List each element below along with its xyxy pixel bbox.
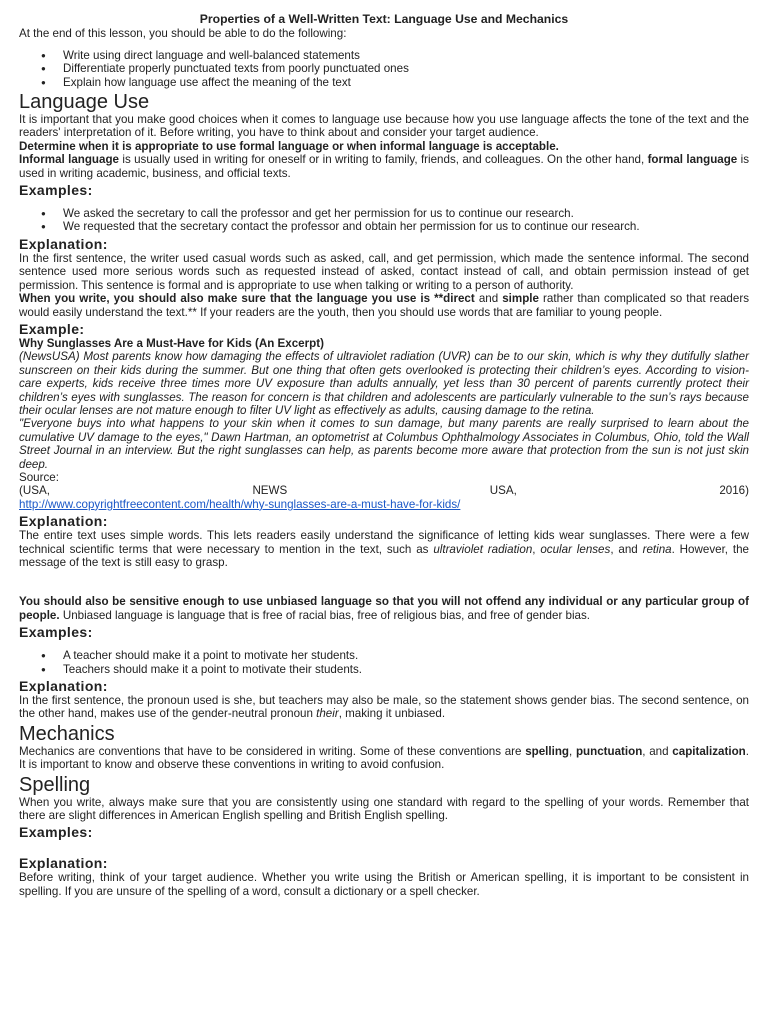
direct-and: and <box>474 292 503 306</box>
explanation-paragraph <box>19 529 749 569</box>
excerpt-paragraph-2: "Everyone buys into what happens to your skin when it comes to sun damage, but many parents are really surprised to learn about the cumulative UV damage to the eyes," Dawn Hartman, an optometrist at Columbus Ophthalmology Associates in Columbus, Ohio, told the Wall Street Journal in an interview. But the right sunglasses can help, as parents become more aware that protection from the sun is not just skin deep. <box>19 417 749 471</box>
informal-term: Informal language <box>19 153 119 167</box>
unbiased-bold: You should also be sensitive enough to use unbiased language so that you will not offend any individual or any particular group of people. <box>19 595 749 622</box>
document-title: Properties of a Well-Written Text: Language Use and Mechanics <box>199 12 569 26</box>
objectives-list <box>19 49 749 89</box>
spacer <box>19 569 749 595</box>
source-part: (USA, <box>19 484 50 498</box>
informal-formal-paragraph <box>19 153 749 180</box>
separator: , <box>532 542 541 556</box>
source-citation <box>19 484 749 497</box>
examples-heading: Examples: <box>19 624 93 641</box>
list-item: ● We asked the secretary to call the professor and get her permission for us to continue our research. <box>63 207 749 220</box>
list-item: ● Explain how language use affect the meaning of the text <box>63 76 749 89</box>
examples-list <box>19 649 749 676</box>
spacer <box>19 840 749 853</box>
separator: , and <box>642 744 673 758</box>
separator: , <box>569 744 576 758</box>
explanation-text: . However, the message of the text is still easy to grasp. <box>19 542 749 569</box>
mechanics-paragraph <box>19 745 749 772</box>
informal-text: is usually used in writing for oneself or in writing to family, friends, and colleagues. On the other hand, <box>119 153 648 167</box>
mechanics-text: . It is important to know and observe these conventions in writing to avoid confusion. <box>19 744 749 772</box>
explanation-heading: Explanation: <box>19 855 108 872</box>
explanation-heading: Explanation: <box>19 678 108 695</box>
source-label: Source: <box>19 470 59 484</box>
unbiased-language-paragraph <box>19 595 749 622</box>
direct-language-paragraph <box>19 292 749 319</box>
excerpt-title: Why Sunglasses Are a Must-Have for Kids (An Excerpt) <box>19 336 324 350</box>
list-item: ● Teachers should make it a point to motivate their students. <box>63 663 749 676</box>
source-part: NEWS <box>252 484 288 498</box>
direct-bold: When you write, you should also make sure that the language you use is **direct <box>19 292 475 306</box>
source-link[interactable]: http://www.copyrightfreecontent.com/health/why-sunglasses-are-a-must-have-for-kids/ <box>19 497 461 511</box>
explanation-heading: Explanation: <box>19 513 108 530</box>
list-item: ● Write using direct language and well-balanced statements <box>63 49 749 62</box>
explanation-heading: Explanation: <box>19 235 108 252</box>
term-punctuation: punctuation <box>575 744 643 758</box>
explanation-text: In the first sentence, the pronoun used is she, but teachers may also be male, so the statement shows gender bias. The second sentence, on the other hand, makes use of the gender-neutral pronoun <box>19 694 749 721</box>
term-spelling: spelling <box>525 744 570 758</box>
source-part: USA, <box>489 484 517 498</box>
formal-informal-rule <box>19 140 749 153</box>
list-item: ● We requested that the secretary contact the professor and obtain her permission for us to continue our research. <box>63 220 749 233</box>
term-their: their <box>316 707 339 721</box>
source-part: 2016) <box>719 484 749 498</box>
mechanics-heading: Mechanics <box>19 722 115 745</box>
explanation-paragraph: In the first sentence, the writer used casual words such as asked, call, and get permission, which made the sentence informal. The second sentence used more serious words such as requested instead of asked, contact instead of call, and obtain permission instead of get permission. This sentence is formal and is appropriate to use when talking or writing to a person of authority. <box>19 251 749 292</box>
explanation-text: The entire text uses simple words. This lets readers easily understand the significance of letting kids wear sunglasses. There were a few technical scientific terms that were necessary to mention in the text, such as <box>19 529 749 556</box>
term-retina: retina <box>642 542 672 556</box>
separator: , and <box>610 542 643 556</box>
language-use-paragraph: It is important that you make good choices when it comes to language use because how you use language affects the tone of the text and the readers' interpretation of it. Before writing, you have to think about and consider your target audience. <box>19 113 749 140</box>
direct-rest: rather than complicated so that readers would easily understand the text.** If your readers are the youth, then you should use words that are familiar to young people. <box>19 292 749 319</box>
examples-list <box>19 207 749 234</box>
example-heading: Example: <box>19 320 85 337</box>
mechanics-text: Mechanics are conventions that have to be considered in writing. Some of these conventions are <box>19 744 526 758</box>
term-ocular-lenses: ocular lenses <box>540 542 611 556</box>
excerpt-paragraph-1: (NewsUSA) Most parents know how damaging the effects of ultraviolet radiation (UVR) can be to our skin, which is why they dutifully slather sunscreen on their kids during the summer. But one thing that often gets overlooked is protecting their children’s eyes. According to vision-care experts, kids receive three times more UV exposure than adults annually, yet less than 30 percent of parents currently protect their children’s eyes with sunglasses. The reason for concern is that children and adolescents are particularly vulnerable to the sun’s rays because their ocular lenses are not mature enough to filter UV light as effectively as adults, causing damage to the retina. <box>19 350 749 417</box>
examples-heading: Examples: <box>19 824 93 841</box>
list-item: ● A teacher should make it a point to motivate her students. <box>63 649 749 662</box>
term-uvr: ultraviolet radiation <box>433 542 533 556</box>
formal-text: is used in writing academic, business, and official texts. <box>19 153 750 180</box>
examples-heading: Examples: <box>19 182 93 199</box>
rule-text: Determine when it is appropriate to use formal language or when informal language is acceptable. <box>19 139 559 153</box>
explanation-paragraph <box>19 694 749 721</box>
unbiased-rest: Unbiased language is language that is free of racial bias, free of religious bias, and free of gender bias. <box>59 608 591 622</box>
lesson-intro: At the end of this lesson, you should be able to do the following: <box>19 27 347 41</box>
formal-term: formal language <box>647 153 738 167</box>
language-use-heading: Language Use <box>19 91 150 114</box>
simple-bold: simple <box>502 292 539 306</box>
list-item: ● Differentiate properly punctuated texts from poorly punctuated ones <box>63 62 749 75</box>
term-capitalization: capitalization <box>672 744 746 758</box>
spelling-heading: Spelling <box>19 773 91 796</box>
explanation-paragraph: Before writing, think of your target audience. Whether you write using the British or American spelling, it is important to be consistent in spelling. If you are unsure of the spelling of a word, consult a dictionary or a spell checker. <box>19 871 749 898</box>
explanation-text: , making it unbiased. <box>338 707 446 721</box>
spelling-paragraph: When you write, always make sure that you are consistently using one standard with regard to the spelling of your words. Remember that there are slight differences in American English spelling and British English spelling. <box>19 795 749 823</box>
